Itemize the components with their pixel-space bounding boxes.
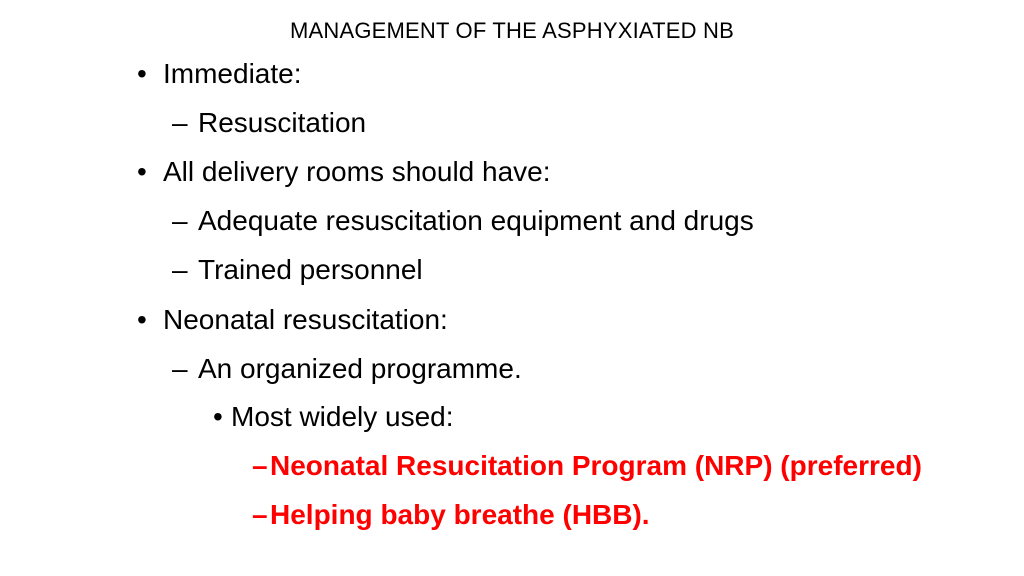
bullet-text: Immediate: (163, 58, 302, 89)
dash-icon: – (252, 499, 268, 530)
dash-icon: – (172, 254, 188, 285)
dash-icon: – (252, 450, 268, 481)
sub-item-text: Resuscitation (198, 107, 367, 138)
sub-item-text: Adequate resuscitation equipment and drugs (198, 205, 754, 236)
sub-item-text: An organized programme. (198, 353, 522, 384)
sub-bullet-most-widely-used (213, 399, 454, 435)
sub-item-personnel (172, 252, 423, 288)
slide-title: MANAGEMENT OF THE ASPHYXIATED NB (289, 18, 735, 43)
bullet-icon: • (137, 304, 147, 335)
bullet-icon: • (137, 156, 147, 187)
sub-item-resuscitation (172, 105, 366, 141)
dash-icon: – (172, 353, 188, 384)
sub-item-equipment (172, 203, 754, 239)
bullet-icon: • (137, 58, 147, 89)
sub-item-organized-programme (172, 351, 522, 387)
sub-item-text: Trained personnel (198, 254, 423, 285)
program-item-nrp (252, 448, 922, 484)
dash-icon: – (172, 107, 188, 138)
bullet-item-immediate (137, 56, 302, 92)
bullet-item-delivery-rooms (137, 154, 551, 190)
bullet-icon: • (213, 401, 223, 432)
dash-icon: – (172, 205, 188, 236)
bullet-text: All delivery rooms should have: (163, 156, 551, 187)
program-item-hbb (252, 497, 650, 533)
program-text: Helping baby breathe (HBB). (270, 499, 650, 530)
sub-bullet-text: Most widely used: (231, 401, 454, 432)
bullet-text: Neonatal resuscitation: (163, 304, 448, 335)
program-text: Neonatal Resucitation Program (NRP) (preferred) (270, 450, 922, 481)
bullet-item-neonatal-resuscitation (137, 302, 448, 338)
